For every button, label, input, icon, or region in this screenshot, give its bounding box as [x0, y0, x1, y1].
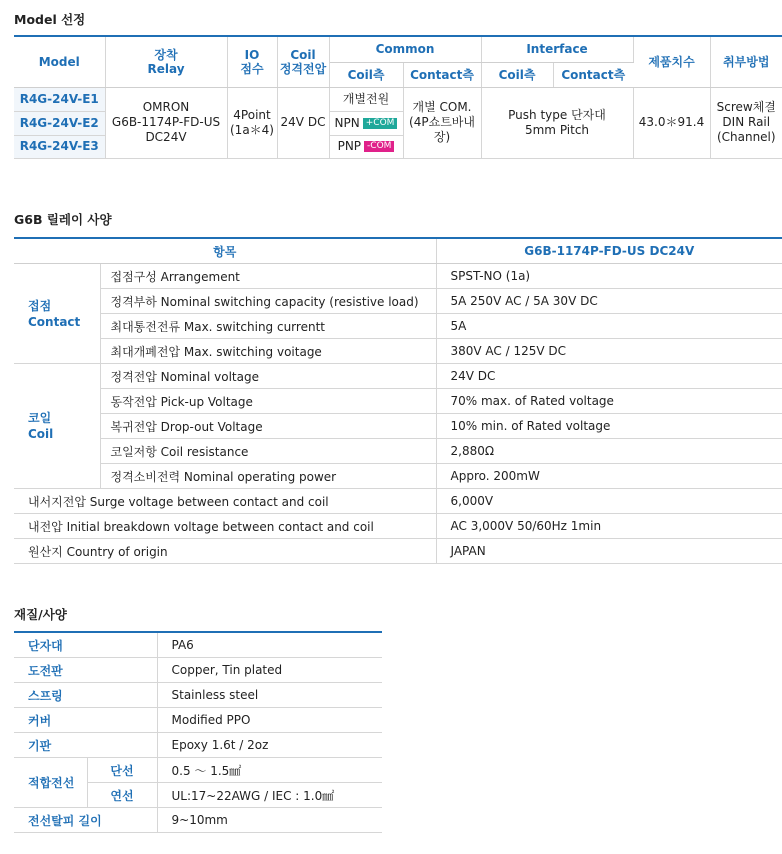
header-relay: 장착 Relay [105, 36, 227, 87]
material-value: Modified PPO [157, 708, 382, 733]
pnp-com-badge: -COM [364, 141, 394, 152]
strip-length-label: 전선탈피 길이 [14, 808, 157, 833]
spec-value: 5A [436, 314, 782, 339]
common-coil-pnp: PNP -COM [329, 135, 403, 158]
relay-section-title: G6B 릴레이 사양 [14, 212, 112, 227]
io-cell: 4Point (1a＊4) [227, 87, 277, 158]
material-label: 기판 [14, 733, 157, 758]
spec-value: AC 3,000V 50/60Hz 1min [436, 514, 782, 539]
spec-value: 5A 250V AC / 5A 30V DC [436, 289, 782, 314]
header-interface-contact: Contact측 [553, 62, 633, 87]
size-cell: 43.0＊91.4 [633, 87, 710, 158]
spec-label: 내서지전압 Surge voltage between contact and coil [14, 489, 436, 514]
header-model: Model [14, 36, 105, 87]
header-mount: 취부방법 [710, 36, 782, 87]
spec-label: 복귀전압 Drop-out Voltage [100, 414, 436, 439]
material-value: Stainless steel [157, 683, 382, 708]
header-interface-coil: Coil측 [481, 62, 553, 87]
model-e2: R4G-24V-E2 [14, 111, 105, 135]
model-e1: R4G-24V-E1 [14, 87, 105, 111]
spec-value: JAPAN [436, 539, 782, 564]
wire-stranded-label: 연선 [87, 783, 157, 808]
spec-value: 10% min. of Rated voltage [436, 414, 782, 439]
spec-label: 최대통전전류 Max. switching currentt [100, 314, 436, 339]
material-table [14, 631, 382, 833]
spec-value: 6,000V [436, 489, 782, 514]
material-value: PA6 [157, 632, 382, 658]
spec-label: 정격부하 Nominal switching capacity (resistive load) [100, 289, 436, 314]
header-common-coil: Coil측 [329, 62, 403, 87]
strip-length-value: 9~10mm [157, 808, 382, 833]
header-interface: Interface [481, 36, 633, 62]
contact-group-label: 접점 Contact [14, 264, 100, 364]
header-io: IO 점수 [227, 36, 277, 87]
common-coil-npn: NPN +COM [329, 111, 403, 135]
wire-solid-value: 0.5 ～ 1.5㎟ [157, 758, 382, 783]
relay-spec-table [14, 237, 782, 564]
material-label: 커버 [14, 708, 157, 733]
spec-label: 정격전압 Nominal voltage [100, 364, 436, 389]
material-value: Copper, Tin plated [157, 658, 382, 683]
wire-solid-label: 단선 [87, 758, 157, 783]
interface-cell: Push type 단자대 5mm Pitch [481, 87, 633, 158]
material-label: 단자대 [14, 632, 157, 658]
header-common: Common [329, 36, 481, 62]
spec-value: 24V DC [436, 364, 782, 389]
spec-value: 2,880Ω [436, 439, 782, 464]
spec-label: 코일저항 Coil resistance [100, 439, 436, 464]
material-value: Epoxy 1.6t / 2oz [157, 733, 382, 758]
material-section-title: 재질/사양 [14, 607, 67, 622]
spec-label: 최대개폐전압 Max. switching voitage [100, 339, 436, 364]
common-coil-individual: 개별전원 [329, 87, 403, 111]
model-table [14, 35, 782, 159]
model-section-title: Model 선정 [14, 12, 86, 27]
header-value: G6B-1174P-FD-US DC24V [436, 238, 782, 264]
wire-stranded-value: UL:17~22AWG / IEC : 1.0㎟ [157, 783, 382, 808]
material-label: 도전판 [14, 658, 157, 683]
material-label: 스프링 [14, 683, 157, 708]
spec-label: 동작전압 Pick-up Voltage [100, 389, 436, 414]
header-common-contact: Contact측 [403, 62, 481, 87]
header-coil-voltage: Coil 정격전압 [277, 36, 329, 87]
spec-label: 접점구성 Arrangement [100, 264, 436, 289]
coil-group-label: 코일 Coil [14, 364, 100, 489]
model-e3: R4G-24V-E3 [14, 135, 105, 158]
header-size: 제품치수 [633, 36, 710, 87]
coil-voltage-cell: 24V DC [277, 87, 329, 158]
common-contact-cell: 개별 COM. (4P쇼트바내장) [403, 87, 481, 158]
spec-label: 정격소비전력 Nominal operating power [100, 464, 436, 489]
spec-value: SPST-NO (1a) [436, 264, 782, 289]
wire-group-label: 적합전선 [14, 758, 87, 808]
mount-cell: Screw체결 DIN Rail (Channel) [710, 87, 782, 158]
spec-label: 원산지 Country of origin [14, 539, 436, 564]
spec-value: 380V AC / 125V DC [436, 339, 782, 364]
relay-cell: OMRON G6B-1174P-FD-US DC24V [105, 87, 227, 158]
header-item: 항목 [14, 238, 436, 264]
npn-com-badge: +COM [363, 118, 398, 129]
spec-value: 70% max. of Rated voltage [436, 389, 782, 414]
spec-value: Appro. 200mW [436, 464, 782, 489]
spec-label: 내전압 Initial breakdown voltage between contact and coil [14, 514, 436, 539]
